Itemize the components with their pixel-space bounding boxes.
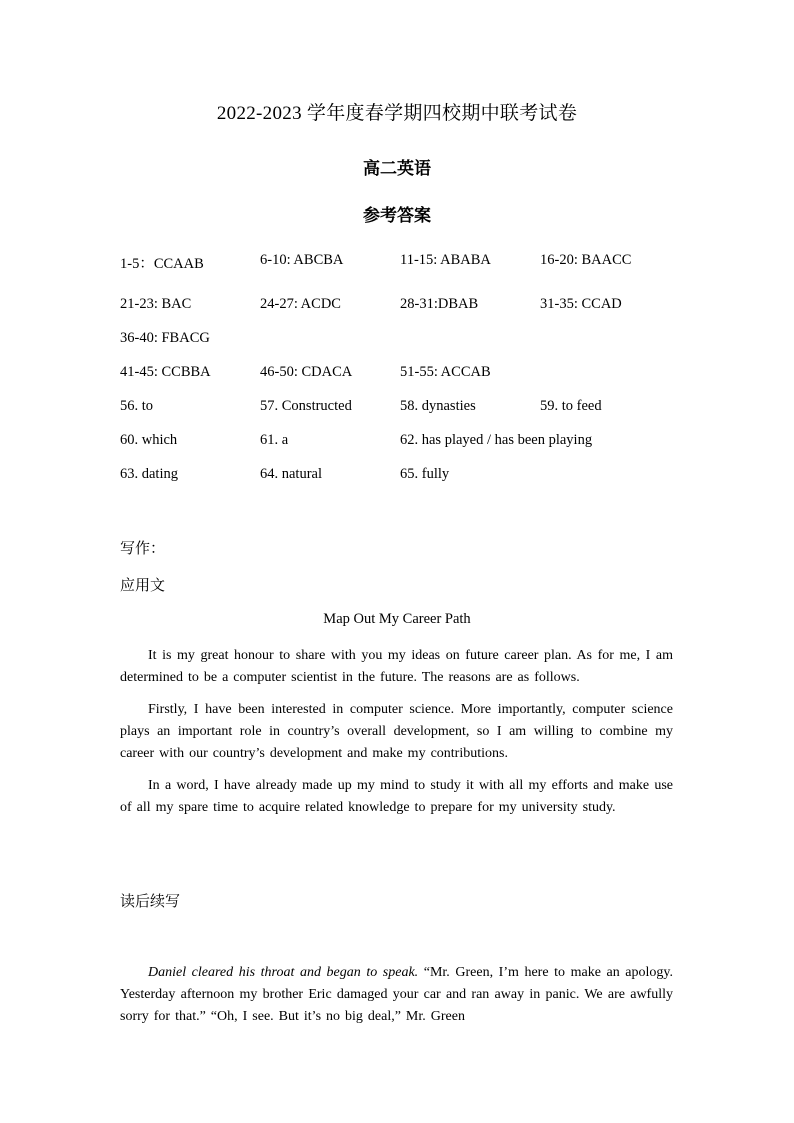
answer-row <box>120 360 680 394</box>
answer-cell: 6-10: ABCBA <box>260 252 344 268</box>
answer-cell: 31-35: CCAD <box>540 296 622 312</box>
answer-cell: 51-55: ACCAB <box>400 364 491 380</box>
answer-row <box>120 326 680 360</box>
answer-cell: 46-50: CDACA <box>260 364 353 380</box>
continuation-italic-start: Daniel cleared his throat and began to speak. <box>148 965 419 980</box>
essay-paragraph: It is my great honour to share with you my ideas on future career plan. As for me, I am determined to be a computer scientist in the future. The reasons are as follows. <box>120 648 673 685</box>
writing-section-label: 写作： <box>120 541 166 557</box>
answer-cell: 1-5：CCAAB <box>120 256 204 272</box>
answer-row <box>120 292 680 326</box>
answer-cell: 62. has played / has been playing <box>400 432 593 448</box>
answer-cell: 60. which <box>120 432 178 448</box>
answer-cell: 59. to feed <box>540 398 602 414</box>
answer-row <box>120 462 680 496</box>
answer-cell: 63. dating <box>120 466 178 482</box>
continuation-text: “Mr. Green, I’m here to make an apology. Yesterday afternoon my brother Eric damaged your car and ran away in panic. We are awfully sorry for that.” “Oh, I see. But it’s no big deal,” Mr. Green <box>120 965 674 1024</box>
answer-grid <box>120 248 680 496</box>
answer-cell: 64. natural <box>260 466 323 482</box>
continuation-writing-label: 读后续写 <box>120 894 181 910</box>
essay-paragraph: Firstly, I have been interested in computer science. More importantly, computer science plays an important role in country’s overall development, so I am willing to combine my career with our country’s development and make my contributions. <box>120 702 673 761</box>
answer-cell: 21-23: BAC <box>120 296 192 312</box>
continuation-paragraph <box>120 962 673 1028</box>
exam-title: 2022-2023 学年度春学期四校期中联考试卷 <box>216 103 578 124</box>
answer-cell: 28-31:DBAB <box>400 296 479 312</box>
answer-cell: 58. dynasties <box>400 398 476 414</box>
answer-cell: 16-20: BAACC <box>540 252 632 268</box>
answer-cell: 57. Constructed <box>260 398 352 414</box>
answer-cell: 56. to <box>120 398 154 414</box>
answer-row <box>120 248 680 292</box>
essay-title: Map Out My Career Path <box>323 611 471 627</box>
answer-cell: 65. fully <box>400 466 450 482</box>
answer-key-title: 参考答案 <box>363 206 431 225</box>
answer-cell: 11-15: ABABA <box>400 252 491 268</box>
essay-paragraph: In a word, I have already made up my mind to study it with all my efforts and make use of all my spare time to acquire related knowledge to prepare for my university study. <box>120 778 673 815</box>
answer-row <box>120 394 680 428</box>
answer-cell: 61. a <box>260 432 289 448</box>
answer-cell: 36-40: FBACG <box>120 330 210 346</box>
applied-writing-label: 应用文 <box>120 578 166 594</box>
answer-cell: 41-45: CCBBA <box>120 364 211 380</box>
subject-title: 高二英语 <box>363 159 431 178</box>
answer-cell: 24-27: ACDC <box>260 296 341 312</box>
answer-row <box>120 428 680 462</box>
